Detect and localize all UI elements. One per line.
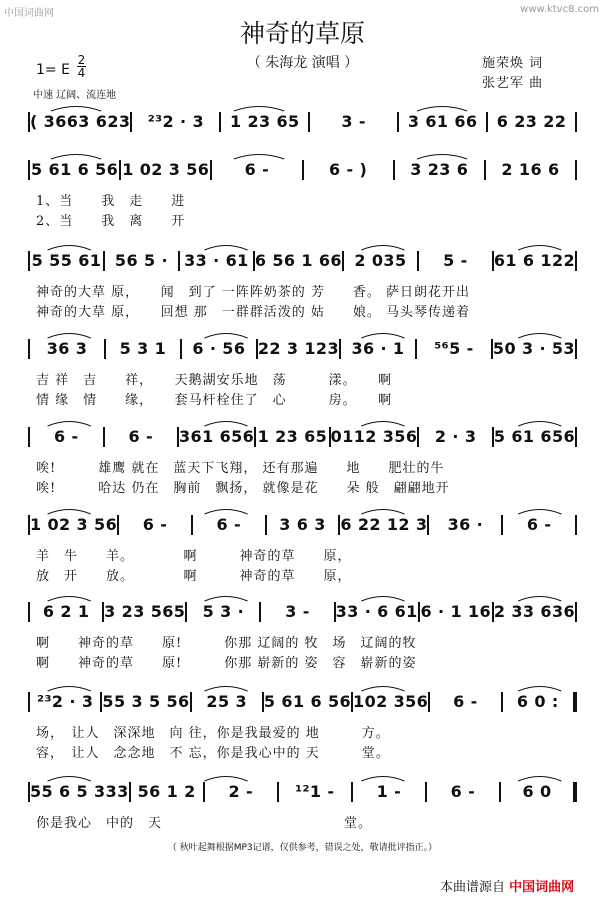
barline bbox=[575, 160, 577, 180]
barline bbox=[575, 112, 577, 132]
barline bbox=[575, 602, 577, 622]
measure: ⁵⁶5 - bbox=[434, 339, 474, 358]
measure: 2 16 6 bbox=[501, 160, 560, 179]
watermark-left: 中国词曲网 bbox=[4, 8, 54, 19]
lyric-line: 2、当 我 离 开 bbox=[36, 214, 186, 229]
notation-line bbox=[28, 249, 577, 271]
measure: 3 - bbox=[341, 112, 366, 131]
measure: 1 02 3 56 bbox=[122, 160, 210, 179]
measure: 3 61 66 bbox=[407, 112, 478, 131]
lyric-line: 容， 让人 念念地 不 忘，你是我心中的 天 堂。 bbox=[36, 746, 390, 761]
measure-row bbox=[28, 602, 577, 622]
measure: 25 3 bbox=[206, 692, 247, 711]
measure: 6 - bbox=[450, 782, 476, 801]
slur-marks bbox=[28, 102, 577, 112]
measure: 3 - bbox=[285, 602, 310, 621]
watermark-right: www.ktvc8.com bbox=[520, 4, 599, 15]
measure: 6 - bbox=[53, 427, 79, 446]
measure-row bbox=[28, 515, 577, 535]
measure: 2 - bbox=[228, 782, 253, 801]
measure: 6 - ) bbox=[328, 160, 368, 179]
lyric-line: 啊 神奇的草 原! 你那 崭新的 姿 容 崭新的姿 bbox=[36, 656, 417, 671]
measure: 6 2 1 bbox=[42, 602, 90, 621]
measure-row bbox=[28, 339, 577, 359]
measure: 22 3 123 bbox=[257, 339, 339, 358]
measure-row bbox=[28, 112, 577, 132]
transcription-note: （ 秋叶起舞根据MP3记谱，仅供参考，错误之处，敬请批评指正。） bbox=[167, 843, 438, 853]
measure: 3 23 565 bbox=[104, 602, 186, 621]
measure: 36 · 1 bbox=[351, 339, 405, 358]
source-site: 中国词曲网 bbox=[509, 880, 575, 895]
measure: 361 656 bbox=[179, 427, 255, 446]
measure-row bbox=[28, 251, 577, 271]
notation-line bbox=[28, 600, 577, 622]
slur-marks bbox=[28, 682, 577, 692]
measure: 1 02 3 56 bbox=[30, 515, 118, 534]
lyric-line: 你是我心 中的 天 堂。 bbox=[36, 816, 373, 831]
lyric-line: 放 开 放。 啊 神奇的草 原， bbox=[36, 569, 352, 584]
measure: 5 - bbox=[443, 251, 468, 270]
measure: 6 - bbox=[142, 515, 168, 534]
measure: 1 - bbox=[376, 782, 402, 801]
slur-marks bbox=[28, 329, 577, 339]
measure: 6 0 : bbox=[516, 692, 559, 711]
barline bbox=[575, 427, 577, 447]
lyric-line: 场， 让人 深深地 向 往，你是我最爱的 地 方。 bbox=[36, 726, 390, 741]
barline bbox=[575, 251, 577, 271]
singer-credit: （ 朱海龙 演唱 ） bbox=[246, 55, 359, 71]
measure: ( 3663 623 bbox=[30, 112, 131, 131]
barline bbox=[573, 782, 577, 802]
lyric-line: 1、当 我 走 进 bbox=[36, 194, 186, 209]
measure: 36 · bbox=[447, 515, 484, 534]
measure: 36 3 bbox=[46, 339, 88, 358]
measure: 5 3 · bbox=[202, 602, 245, 621]
lyric-line: 唉! 雄鹰 就在 蓝天下飞翔， 还有那遍 地 肥壮的牛 bbox=[36, 461, 445, 476]
slur-marks bbox=[28, 417, 577, 427]
lyric-line: 唉! 哈达 仍在 胸前 飘扬， 就像是花 朵 般 翩翩地开 bbox=[36, 481, 450, 496]
measure: 6 - bbox=[526, 515, 552, 534]
measure: 2 · 3 bbox=[434, 427, 477, 446]
source-prefix: 本曲谱源自 bbox=[440, 880, 506, 895]
measure: 5 61 6 56 bbox=[31, 160, 119, 179]
measure-row bbox=[28, 692, 577, 712]
measure: 2 33 636 bbox=[493, 602, 576, 621]
slur-marks bbox=[28, 505, 577, 515]
lyric-line: 神奇的大草 原， 闻 到了 一阵阵奶茶的 芳 香。 萨日朗花开出 bbox=[36, 285, 471, 300]
notation-line bbox=[28, 780, 577, 802]
measure: 33 · 61 bbox=[184, 251, 249, 270]
measure: 3 23 6 bbox=[410, 160, 469, 179]
measure: 6 - bbox=[216, 515, 241, 534]
lyric-line: 吉 祥 吉 祥， 天鹅湖安乐地 荡 漾。 啊 bbox=[36, 373, 393, 388]
measure: 6 23 22 bbox=[496, 112, 567, 131]
notation-line bbox=[28, 337, 577, 359]
notation-line bbox=[28, 690, 577, 712]
measure: 6 - bbox=[244, 160, 270, 179]
lyricist-credit: 施荣焕 词 bbox=[482, 56, 544, 71]
time-signature bbox=[77, 54, 86, 79]
measure: 2 035 bbox=[354, 251, 407, 270]
measure: 1 23 65 bbox=[229, 112, 300, 131]
slur-marks bbox=[28, 241, 577, 251]
slur-marks bbox=[28, 592, 577, 602]
measure: 5 61 656 bbox=[493, 427, 576, 446]
measure-row bbox=[28, 160, 577, 180]
time-bottom: 4 bbox=[77, 66, 86, 80]
slur-marks bbox=[28, 772, 577, 782]
notation-line bbox=[28, 513, 577, 535]
measure: 102 356 bbox=[353, 692, 429, 711]
barline bbox=[573, 692, 577, 712]
measure-row bbox=[28, 782, 577, 802]
tempo-marking: 中速 辽阔、流连地 bbox=[33, 90, 117, 101]
measure: 5 3 1 bbox=[119, 339, 167, 358]
measure: 61 6 122 bbox=[493, 251, 576, 270]
measure: 6 · 1 16 bbox=[420, 602, 492, 621]
measure: 56 5 · bbox=[114, 251, 168, 270]
measure: 3 6 3 bbox=[279, 515, 326, 534]
measure: 0112 356 bbox=[330, 427, 418, 446]
composer-credit: 张艺军 曲 bbox=[482, 76, 544, 91]
lyric-line: 神奇的大草 原， 回想 那 一群群活泼的 姑 娘。 马头琴传递着 bbox=[36, 305, 471, 320]
lyric-line: 情 缘 情 缘， 套马杆栓住了 心 房。 啊 bbox=[36, 393, 393, 408]
barline bbox=[575, 515, 577, 535]
measure: 6 - bbox=[453, 692, 478, 711]
measure: 6 - bbox=[128, 427, 154, 446]
measure: 33 · 6 61 bbox=[335, 602, 418, 621]
notation-line bbox=[28, 110, 577, 132]
time-top: 2 bbox=[77, 53, 86, 67]
measure: 5 55 61 bbox=[31, 251, 102, 270]
measure: 1 23 65 bbox=[257, 427, 328, 446]
measure: 6 22 12 3 bbox=[340, 515, 428, 534]
key-signature: 1= E bbox=[36, 62, 70, 78]
slur-marks bbox=[28, 150, 577, 160]
song-title: 神奇的草原 bbox=[239, 19, 365, 48]
measure: 50 3 · 53 bbox=[492, 339, 575, 358]
source-credit bbox=[440, 876, 574, 895]
lyric-line: 羊 牛 羊。 啊 神奇的草 原， bbox=[36, 549, 352, 564]
lyric-line: 啊 神奇的草 原! 你那 辽阔的 牧 场 辽阔的牧 bbox=[36, 636, 417, 651]
barline bbox=[575, 339, 577, 359]
measure: ²³2 · 3 bbox=[147, 112, 204, 131]
measure: 5 61 6 56 bbox=[263, 692, 352, 711]
measure: ²³2 · 3 bbox=[37, 692, 94, 711]
measure: 56 1 2 bbox=[137, 782, 196, 801]
measure: 6 0 bbox=[522, 782, 552, 801]
measure: 6 56 1 66 bbox=[254, 251, 342, 270]
measure: 55 3 5 56 bbox=[102, 692, 190, 711]
measure-row bbox=[28, 427, 577, 447]
measure: 55 6 5 333 bbox=[30, 782, 129, 801]
notation-line bbox=[28, 425, 577, 447]
measure: 6 · 56 bbox=[192, 339, 246, 358]
notation-line bbox=[28, 158, 577, 180]
measure: ¹²1 - bbox=[295, 782, 335, 801]
